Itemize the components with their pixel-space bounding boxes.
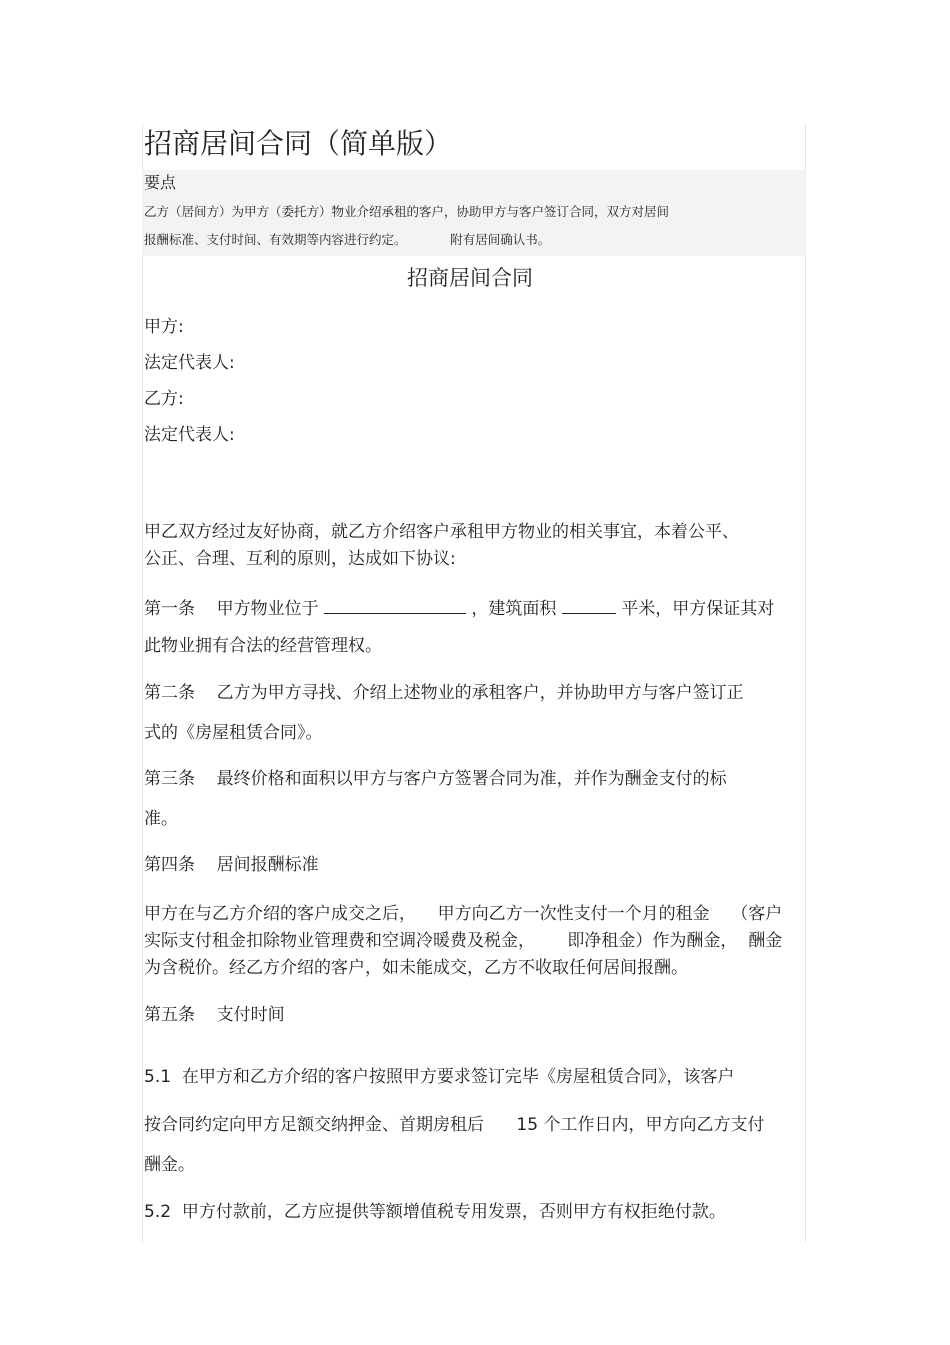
contract-title: 招商居间合同 xyxy=(407,266,533,290)
clause-5-1-line-3: 酬金。 xyxy=(144,1155,195,1175)
article-1-text-c: 平米，甲方保证其对 xyxy=(615,599,775,619)
article-3-line-1: 第三条 最终价格和面积以甲方与客户方签署合同为准，并作为酬金支付的标 xyxy=(144,769,727,789)
clause-5-1-line-1: 5.1 在甲方和乙方介绍的客户按照甲方要求签订完毕《房屋租赁合同》，该客户 xyxy=(144,1067,735,1087)
preamble-line-1: 甲乙双方经过友好协商，就乙方介绍客户承租甲方物业的相关事宜，本着公平、 xyxy=(144,522,739,542)
article-1-line-2: 此物业拥有合法的经营管理权。 xyxy=(144,636,382,656)
document-title: 招商居间合同（简单版） xyxy=(144,127,453,160)
article-4-line-3: 为含税价。经乙方介绍的客户，如未能成交，乙方不收取任何居间报酬。 xyxy=(144,958,688,978)
preamble-line-2: 公正、合理、互利的原则，达成如下协议: xyxy=(144,549,456,569)
article-4-line-2: 实际支付租金扣除物业管理费和空调冷暖费及税金， 即净租金）作为酬金， 酬金 xyxy=(144,931,783,951)
location-blank xyxy=(324,595,466,614)
article-4-heading: 第四条 居间报酬标准 xyxy=(144,855,319,875)
article-2-line-1: 第二条 乙方为甲方寻找、介绍上述物业的承租客户，并协助甲方与客户签订正 xyxy=(144,683,744,703)
summary-line-1: 乙方（居间方）为甲方（委托方）物业介绍承租的客户，协助甲方与客户签订合同，双方对居间 xyxy=(144,204,670,219)
clause-5-2: 5.2 甲方付款前，乙方应提供等额增值税专用发票，否则甲方有权拒绝付款。 xyxy=(144,1202,726,1222)
article-1-text-b: ，建筑面积 xyxy=(466,599,562,619)
area-blank xyxy=(562,595,616,614)
article-1-text-a: 第一条 甲方物业位于 xyxy=(144,599,325,619)
article-2-line-2: 式的《房屋租赁合同》。 xyxy=(144,723,323,743)
article-3-line-2: 准。 xyxy=(144,809,178,829)
party-b-label: 乙方: xyxy=(144,389,184,409)
summary-heading: 要点 xyxy=(144,173,177,192)
clause-5-1-line-2: 按合同约定向甲方足额交纳押金、首期房租后 15 个工作日内，甲方向乙方支付 xyxy=(144,1115,765,1135)
article-4-line-1: 甲方在与乙方介绍的客户成交之后， 甲方向乙方一次性支付一个月的租金 （客户 xyxy=(144,904,783,924)
party-a-label: 甲方: xyxy=(144,317,184,337)
party-a-representative: 法定代表人: xyxy=(144,353,235,373)
article-1-line-1 xyxy=(144,595,774,621)
party-b-representative: 法定代表人: xyxy=(144,425,235,445)
summary-line-2: 报酬标准、支付时间、有效期等内容进行约定。 附有居间确认书。 xyxy=(144,232,551,247)
article-5-heading: 第五条 支付时间 xyxy=(144,1005,285,1025)
